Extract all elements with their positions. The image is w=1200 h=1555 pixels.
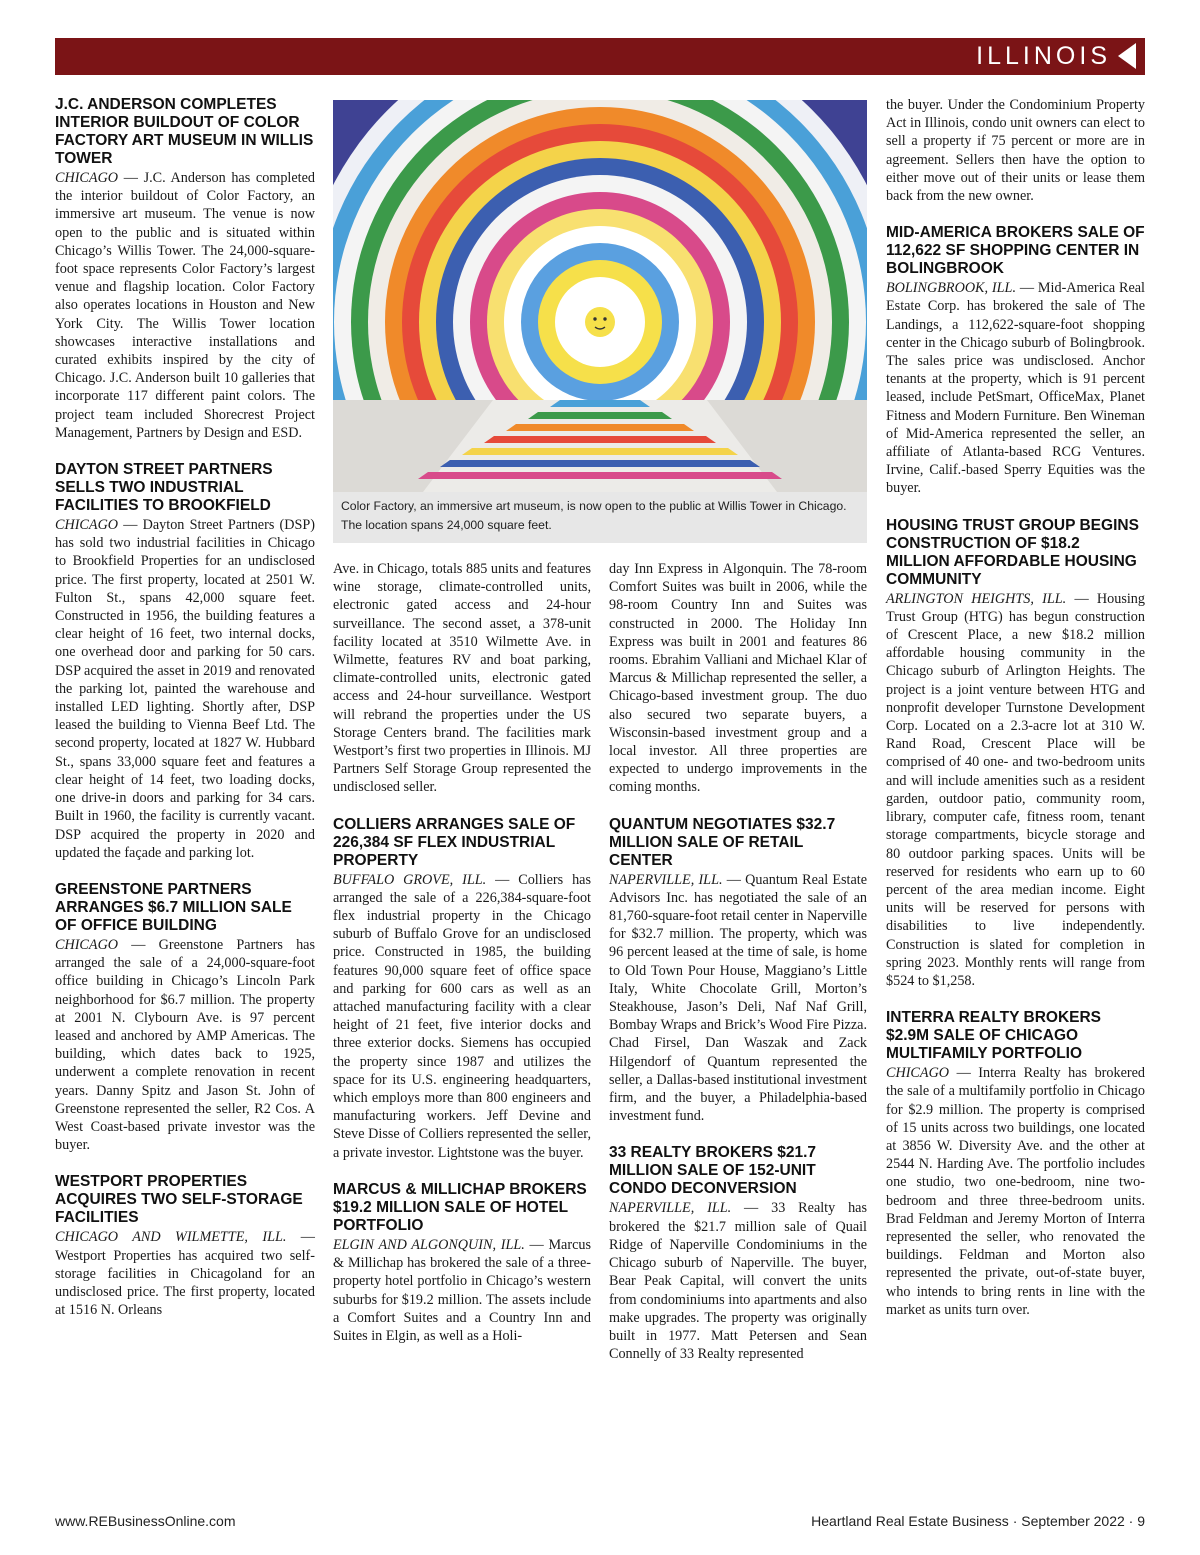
column-3: [609, 560, 867, 1382]
article: [55, 881, 315, 1154]
section-banner: [55, 38, 1145, 75]
column-2: [333, 560, 591, 1364]
article-text: Colliers has arranged the sale of a 226,384-square-foot flex industrial property in the Chicago suburb of Buffalo Grove for an undisclosed price. Constructed in 1985, the building features 90,000 square feet of office space and parking for 600 cars as well as an attached manufacturing facility with a clear height of 21 feet, five interior docks and three exterior docks. Siemens has occupied the property since 1987 and utilizes the space for its U.S. engineering headquarters, which employs more than 800 engineers and manufacturing workers. Jeff Devine and Steve Disse of Colliers represented the seller, a private investor. Lightstone was the buyer.: [333, 871, 592, 1161]
article-dateline: BOLINGBROOK, ILL.: [886, 280, 1016, 297]
article-dateline: ELGIN AND ALGONQUIN, ILL.: [333, 1236, 525, 1253]
article-text: the buyer. Under the Condominium Property Act in Illinois, condo unit owners can elect to sell a property if 75 percent or more are in agreement. Sellers then have the option to either move out of their units or lease them back from the new owner.: [886, 97, 1145, 205]
article-body: [609, 560, 867, 797]
article-dateline: ARLINGTON HEIGHTS, ILL.: [886, 590, 1067, 607]
article-dateline: CHICAGO: [886, 1065, 950, 1082]
article-dateline: CHICAGO: [55, 936, 119, 953]
article-body: ELGIN AND ALGONQUIN, ILL. — Marcus & Millichap has brokered the sale of a three-property hotel portfolio in Chicago’s western suburbs for $19.2 million. The assets include a Comfort Suites and a Country Inn and Suites in Elgin, as well as a Holi-: [333, 1236, 591, 1344]
article-dateline: BUFFALO GROVE, ILL.: [333, 871, 487, 888]
article-body: CHICAGO AND WILMETTE, ILL. — Westport Properties has acquired two self-storage facilities in Chicagoland for an undisclosed price. The first property, located at 1516 N. Orleans: [55, 1229, 315, 1319]
article-text: Housing Trust Group (HTG) has begun construction of Crescent Place, a new $18.2 million affordable housing community in the Chicago suburb of Arlington Heights. The project is a joint venture between HTG and nonprofit developer Turnstone Development Corp. Located on a 2.3-acre lot at 310 W. Rand Road, Crescent Place will be comprised of 40 one- and two-bedroom units and will include amenities such as a resident garden, outdoor patio, community room, library, computer cafe, fitness room, tenant storage compartments, bicycle storage and 80 outdoor parking spaces. Units will be reserved for residents who earn up to 60 percent of the area median income. Eight units will be reserved for persons with disabilities to live independently. Construction is slated for completion in spring 2023. Monthly rents will range from $524 to $1,258.: [886, 590, 1145, 989]
article-dateline: NAPERVILLE, ILL.: [609, 871, 723, 888]
article-headline: QUANTUM NEGOTIATES $32.7 MILLION SALE OF RETAIL CENTER: [609, 815, 836, 869]
article-text: 33 Realty has brokered the $21.7 million sale of Quail Ridge of Naperville Condominiums in the Chicago suburb of Naperville. The buyer, Bear Peak Capital, will convert the units from condominiums into apartments and also make upgrades. The property was originally built in 1977. Matt Petersen and Sean Connelly of 33 Realty represented: [609, 1200, 868, 1363]
article-dateline: CHICAGO: [55, 517, 119, 534]
article: [55, 1173, 315, 1319]
article-body: BUFFALO GROVE, ILL. — Colliers has arranged the sale of a 226,384-square-foot flex industrial property in the Chicago suburb of Buffalo Grove for an undisclosed price. Constructed in 1985, the building features 90,000 square feet of office space and parking for 600 cars as well as an attached manufacturing facility with a clear height of 21 feet, five interior docks and three exterior docks. Siemens has occupied the property since 1987 and utilizes the space for its U.S. engineering headquarters, which employs more than 800 engineers and manufacturing workers. Jeff Devine and Steve Disse of Colliers represented the seller, a private investor. Lightstone was the buyer.: [333, 871, 592, 1161]
article-body: [333, 560, 591, 797]
article-body: CHICAGO — Dayton Street Partners (DSP) has sold two industrial facilities in Chicago to Brookfield Properties for an undisclosed price. The first property, located at 2501 W. Fulton St., spans 42,000 square feet. Constructed in 1956, the building features a clear height of 16 feet, two internal docks, one overhead door and parking for 50 cars. DSP acquired the asset in 2019 and renovated the parking lot, painted the warehouse and installed LED lighting. Shortly after, DSP leased the building to Vienna Beef Ltd. The second property, located at 1827 W. Hubbard St., spans 33,000 square feet and features a clear height of 14 feet, two loading docks, one drive-in doors and parking for 34 cars. Built in 1960, the facility is currently vacant. DSP acquired the property in 2020 and updated the façade and parking lot.: [55, 517, 316, 861]
photo-caption: Color Factory, an immersive art museum, is now open to the public at Willis Tower in Chicago. The location spans 24,000 square feet.: [333, 492, 867, 543]
article-text: Dayton Street Partners (DSP) has sold two industrial facilities in Chicago to Brookfield Properties for an undisclosed price. The first property, located at 2501 W. Fulton St., spans 42,000 square feet. Constructed in 1956, the building features a clear height of 16 feet, two internal docks, one overhead door and parking for 50 cars. DSP acquired the asset in 2019 and renovated the parking lot, painted the warehouse and installed LED lighting. Shortly after, DSP leased the building to Vienna Beef Ltd. The second property, located at 1827 W. Hubbard St., spans 33,000 square feet and features a clear height of 14 feet, two loading docks, one drive-in doors and parking for 34 cars. Built in 1960, the facility is currently vacant. DSP acquired the property in 2020 and updated the façade and parking lot.: [55, 517, 316, 861]
article-headline: INTERRA REALTY BROKERS $2.9M SALE OF CHICAGO MULTIFAMILY PORTFOLIO: [886, 1009, 1102, 1063]
article: [609, 816, 867, 1126]
article-text: Westport Properties has acquired two self-storage facilities in Chicagoland for an undisclosed price. The first property, located at 1516 N. Orleans: [55, 1247, 315, 1319]
article-headline: WESTPORT PROPERTIES ACQUIRES TWO SELF-STORAGE FACILITIES: [55, 1173, 303, 1227]
feature-photo: [333, 100, 867, 492]
article: [333, 1181, 591, 1345]
article: [886, 224, 1145, 497]
article: [886, 517, 1145, 990]
article: [886, 1009, 1145, 1319]
article-headline: GREENSTONE PARTNERS ARRANGES $6.7 MILLION SALE OF OFFICE BUILDING: [55, 880, 292, 934]
article-body: CHICAGO — Interra Realty has brokered the sale of a multifamily portfolio in Chicago for $2.9 million. The property is comprised of 15 units across two buildings, one located at 3856 W. Diversity Ave. and the other at 2544 N. Harding Ave. The portfolio includes one studio, two one-bedroom, nine two-bedroom and three three-bedroom units. Brad Feldman and Jeremy Morton of Interra represented the seller, who renovated the buildings. Feldman and Morton also represented the private, out-of-state buyer, who intends to bring rents in line with the market as units turn over.: [886, 1065, 1145, 1318]
article-headline: MARCUS & MILLICHAP BROKERS $19.2 MILLION SALE OF HOTEL PORTFOLIO: [333, 1180, 587, 1234]
section-arrow-icon: [1118, 43, 1136, 69]
article-headline: HOUSING TRUST GROUP BEGINS CONSTRUCTION OF $18.2 MILLION AFFORDABLE HOUSING COMMUNITY: [886, 516, 1139, 588]
article-text: Quantum Real Estate Advisors Inc. has negotiated the sale of an 81,760-square-foot retail center in Naperville for $32.7 million. The property, which was 96 percent leased at the time of sale, is home to Old Town Pour House, Maggiano’s Little Italy, White Chocolate Grill, Morton’s Steakhouse, Jason’s Deli, Naf Naf Grill, Bombay Wraps and Brick’s Wood Fire Pizza. Chad Firsel, Dan Waszak and Zack Hilgendorf of Quantum represented the seller, a Dallas-based institutional investment firm, and the buyer, a Philadelphia-based investment fund.: [609, 871, 868, 1125]
article-headline: 33 REALTY BROKERS $21.7 MILLION SALE OF 152-UNIT CONDO DECONVERSION: [609, 1144, 817, 1198]
article-text: day Inn Express in Algonquin. The 78-room Comfort Suites was built in 2006, while the 98-room Country Inn and Suites was constructed in 2000. The Holiday Inn Express was built in 2001 and features 86 rooms. Ebrahim Valliani and Michael Klar of Marcus & Millichap represented the seller, a Chicago-based investment group. The duo also secured two separate buyers, a Wisconsin-based investment group and a local investor. All three properties are expected to undergo improvements in the coming months.: [609, 561, 867, 796]
article: [333, 816, 591, 1162]
article-body: CHICAGO — Greenstone Partners has arranged the sale of a 24,000-square-foot office building in Chicago’s Lincoln Park neighborhood for $6.7 million. The property at 2001 N. Clybourn Ave. is 97 percent leased and anchored by AMP Americas. The building, which dates back to 1925, underwent a complete renovation in recent years. Danny Spitz and Jason St. John of Greenstone represented the seller, R2 Cos. A West Coast-based private investor was the buyer.: [55, 936, 316, 1154]
article-text: Interra Realty has brokered the sale of a multifamily portfolio in Chicago for $2.9 million. The property is comprised of 15 units across two buildings, one located at 3856 W. Diversity Ave. and the other at 2544 N. Harding Ave. The portfolio includes one studio, two one-bedroom, nine two-bedroom and three three-bedroom units. Brad Feldman and Jeremy Morton of Interra represented the seller, who renovated the buildings. Feldman and Morton also represented the private, out-of-state buyer, who intends to bring rents in line with the market as units turn over.: [886, 1065, 1145, 1318]
article-headline: DAYTON STREET PARTNERS SELLS TWO INDUSTRIAL FACILITIES TO BROOKFIELD: [55, 461, 273, 515]
footer-website[interactable]: www.REBusinessOnline.com: [55, 1513, 236, 1529]
section-label: ILLINOIS: [976, 42, 1111, 70]
footer-publication: Heartland Real Estate Business · September 2022 · 9: [811, 1513, 1145, 1529]
article: [55, 96, 315, 442]
article-dateline: NAPERVILLE, ILL.: [609, 1200, 732, 1217]
article: [55, 461, 315, 862]
article-headline: J.C. ANDERSON COMPLETES INTERIOR BUILDOUT OF COLOR FACTORY ART MUSEUM IN WILLIS TOWER: [55, 96, 314, 167]
article: [886, 96, 1145, 205]
article-body: [886, 96, 1145, 205]
article: [333, 560, 591, 797]
article-body: BOLINGBROOK, ILL. — Mid-America Real Estate Corp. has brokered the sale of The Landings, a 112,622-square-foot shopping center in the Chicago suburb of Bolingbrook. The sales price was undisclosed. Anchor tenants at the property, which is 91 percent leased, include PetSmart, OfficeMax, Planet Fitness and Modern Furniture. Ben Wineman of Mid-America represented the seller, an affiliate of Atlanta-based RCG Ventures. Irvine, Calif.-based Sperry Equities was the buyer.: [886, 280, 1146, 497]
article-text: Marcus & Millichap has brokered the sale of a three-property hotel portfolio in Chicago’s western suburbs for $19.2 million. The assets include a Comfort Suites and a Country Inn and Suites in Elgin, as well as a Holi-: [333, 1236, 591, 1344]
article: [609, 1144, 867, 1363]
article-headline: MID-AMERICA BROKERS SALE OF 112,622 SF SHOPPING CENTER IN BOLINGBROOK: [886, 224, 1145, 278]
article-body: NAPERVILLE, ILL. — Quantum Real Estate Advisors Inc. has negotiated the sale of an 81,760-square-foot retail center in Naperville for $32.7 million. The property, which was 96 percent leased at the time of sale, is home to Old Town Pour House, Maggiano’s Little Italy, White Chocolate Grill, Morton’s Steakhouse, Jason’s Deli, Naf Naf Grill, Bombay Wraps and Brick’s Wood Fire Pizza. Chad Firsel, Dan Waszak and Zack Hilgendorf of Quantum represented the seller, a Dallas-based institutional investment firm, and the buyer, a Philadelphia-based investment fund.: [609, 871, 868, 1125]
article-text: Mid-America Real Estate Corp. has brokered the sale of The Landings, a 112,622-square-foot shopping center in the Chicago suburb of Bolingbrook. The sales price was undisclosed. Anchor tenants at the property, which is 91 percent leased, include PetSmart, OfficeMax, Planet Fitness and Modern Furniture. Ben Wineman of Mid-America represented the seller, an affiliate of Atlanta-based RCG Ventures. Irvine, Calif.-based Sperry Equities was the buyer.: [886, 280, 1146, 497]
article-headline: COLLIERS ARRANGES SALE OF 226,384 SF FLEX INDUSTRIAL PROPERTY: [333, 815, 576, 869]
article-dateline: CHICAGO AND WILMETTE, ILL.: [55, 1229, 287, 1246]
column-4: [886, 96, 1145, 1338]
article: [609, 560, 867, 797]
article-dateline: CHICAGO: [55, 170, 119, 186]
rainbow-tunnel-image: [333, 100, 867, 492]
article-text: Greenstone Partners has arranged the sale of a 24,000-square-foot office building in Chicago’s Lincoln Park neighborhood for $6.7 million. The property at 2001 N. Clybourn Ave. is 97 percent leased and anchored by AMP Americas. The building, which dates back to 1925, underwent a complete renovation in recent years. Danny Spitz and Jason St. John of Greenstone represented the seller, R2 Cos. A West Coast-based private investor was the buyer.: [55, 936, 316, 1154]
article-body: CHICAGO — J.C. Anderson has completed the interior buildout of Color Factory, an immersive art museum. The venue is now open to the public and is situated within Chicago’s Willis Tower. The 24,000-square-foot space represents Color Factory’s largest venue and flagship location. Color Factory also operates locations in Houston and New York City. The Willis Tower location showcases interactive installations and curated exhibits inspired by the city of Chicago. J.C. Anderson built 10 galleries that incorporate 117 different paint colors. The project team included Shorecrest Project Management, Partners by Design and ESD.: [55, 170, 315, 441]
article-body: ARLINGTON HEIGHTS, ILL. — Housing Trust Group (HTG) has begun construction of Crescent Place, a new $18.2 million affordable housing community in the Chicago suburb of Arlington Heights. The project is a joint venture between HTG and nonprofit developer Turnstone Development Corp. Located on a 2.3-acre lot at 310 W. Rand Road, Crescent Place will be comprised of 40 one- and two-bedroom units and will include amenities such as a resident garden, outdoor patio, community room, library, computer cafe, fitness room, tenant storage compartments, bicycle storage and 80 outdoor parking spaces. Units will be reserved for residents who earn up to 60 percent of the area median income. Eight units will be reserved for persons with disabilities to live independently. Construction is slated for completion in spring 2023. Monthly rents will range from $524 to $1,258.: [886, 590, 1145, 989]
column-1: [55, 96, 315, 1338]
article-text: J.C. Anderson has completed the interior buildout of Color Factory, an immersive art museum. The venue is now open to the public and is situated within Chicago’s Willis Tower. The 24,000-square-foot space represents Color Factory’s largest venue and flagship location. Color Factory also operates locations in Houston and New York City. The Willis Tower location showcases interactive installations and curated exhibits inspired by the city of Chicago. J.C. Anderson built 10 galleries that incorporate 117 different paint colors. The project team included Shorecrest Project Management, Partners by Design and ESD.: [55, 170, 315, 441]
article-text: Ave. in Chicago, totals 885 units and features wine storage, climate-controlled units, electronic gated access and 24-hour surveillance. The second asset, a 378-unit facility located at 3510 Wilmette Ave. in Wilmette, features RV and boat parking, climate-controlled units, electronic gated access and 24-hour surveillance. Westport will rebrand the properties under the US Storage Centers brand. The facilities mark Westport’s first two properties in Illinois. MJ Partners Self Storage Group represented the undisclosed seller.: [333, 561, 591, 796]
article-body: NAPERVILLE, ILL. — 33 Realty has brokered the $21.7 million sale of Quail Ridge of Naperville Condominiums in the Chicago suburb of Naperville. The buyer, Bear Peak Capital, will convert the units from condominiums into apartments and also make upgrades. The property was originally built in 1977. Matt Petersen and Sean Connelly of 33 Realty represented: [609, 1200, 868, 1363]
